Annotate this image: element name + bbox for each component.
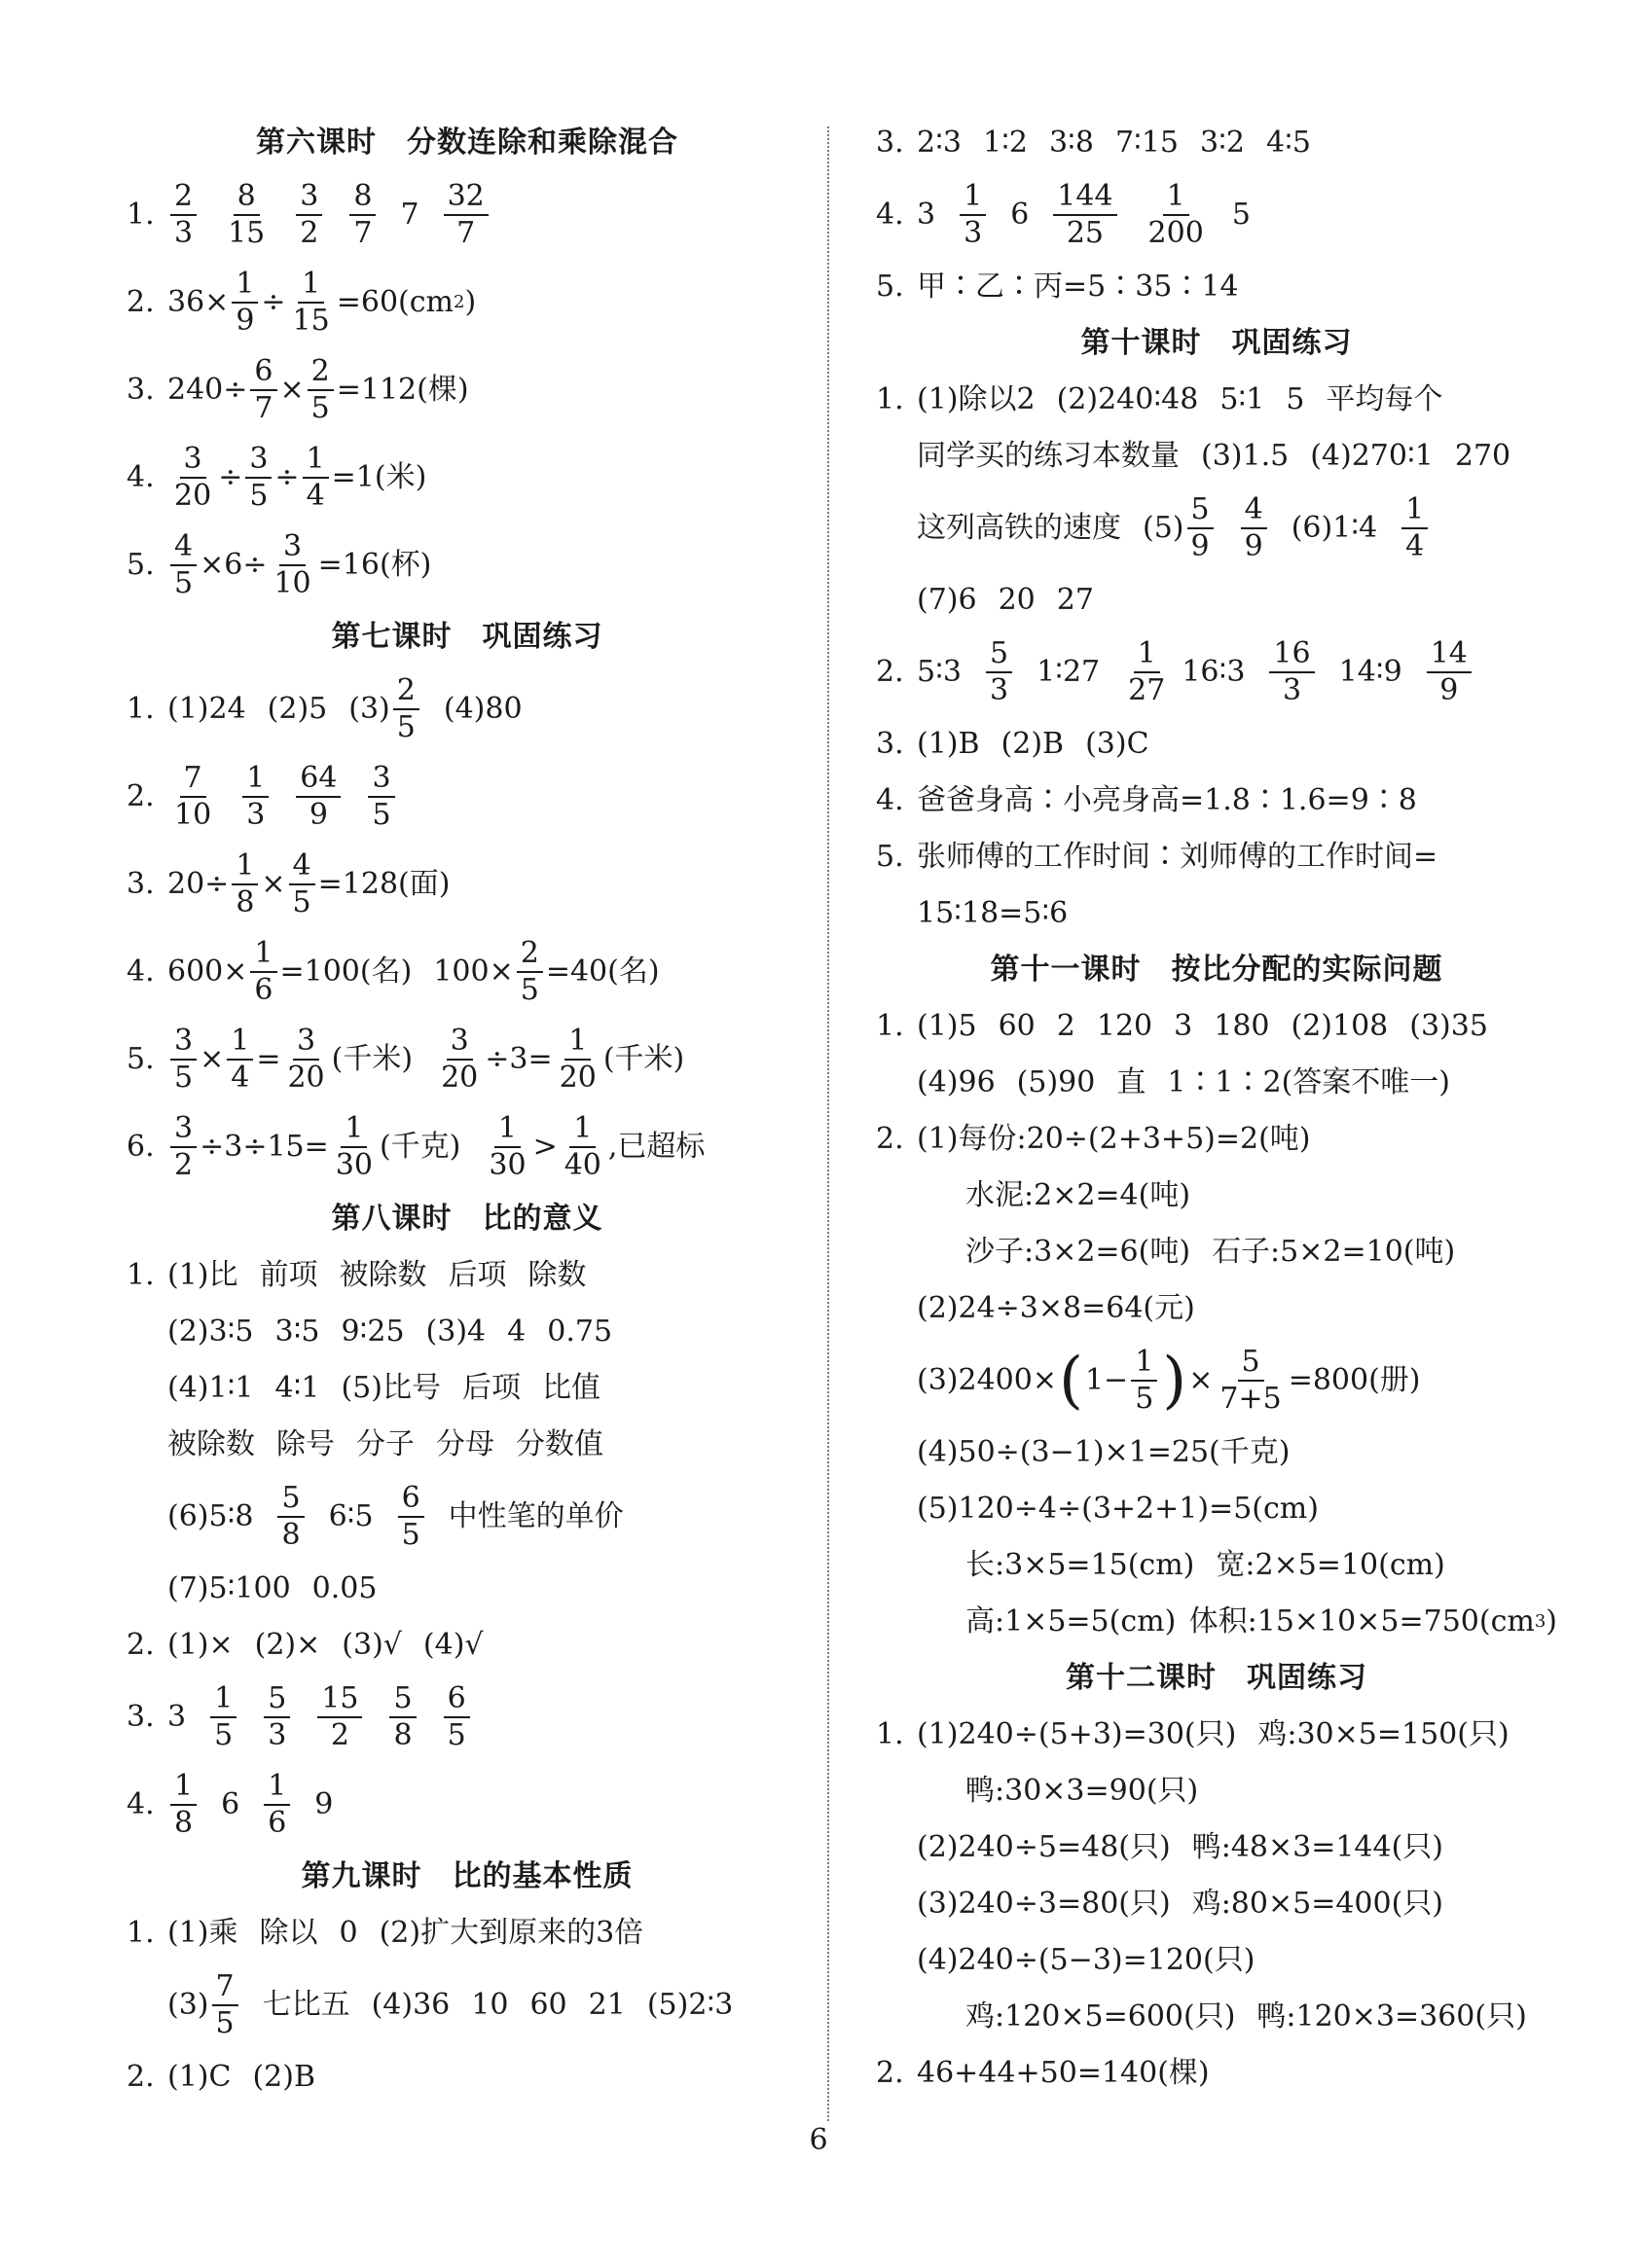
- answer-line: 4. 爸爸身高∶小亮身高=1.8∶1.6=9∶8: [876, 783, 1417, 817]
- answer-line: 2. 36× $\frac{1}{9}$ ÷ $\frac{1}{15}$ =60(cm 2 ): [127, 267, 477, 338]
- answer-line: (4)50÷(3−1)×1=25(千克): [917, 1435, 1291, 1469]
- answer-line: 5. $\frac{3}{5}$ × $\frac{1}{4}$ = $\frac{3}{20}$ (千米) $\frac{3}{20}$ ÷3= $\frac{1}{20}$ (千米): [127, 1024, 685, 1095]
- answer-line: 5. $\frac{4}{5}$ ×6÷ $\frac{3}{10}$ =16(杯): [127, 529, 432, 600]
- answer-line: (7)6 20 27: [917, 583, 1094, 617]
- answer-line: (4)240÷(5−3)=120(只): [917, 1943, 1255, 1977]
- answer-line: 1. (1)240÷(5+3)=30(只) 鸡:30×5=150(只): [876, 1717, 1510, 1751]
- page-number: 6: [809, 2123, 828, 2157]
- answer-line: (3) $\frac{7}{5}$ 七比五 (4)36 10 60 21 (5)2∶3: [167, 1969, 734, 2040]
- answer-line: 2. 46+44+50=140(棵): [876, 2056, 1210, 2090]
- section-title-6: 第六课时 分数连除和乘除混合: [256, 126, 678, 160]
- fraction: $\frac{32}{7}$: [444, 179, 489, 251]
- answer-line: 4. 3 $\frac{1}{3}$ 6 $\frac{144}{25}$ $\frac{1}{200}$ 5: [876, 179, 1251, 250]
- left-column: [127, 115, 808, 2106]
- answer-line: 5. 甲∶乙∶丙=5∶35∶14: [876, 270, 1239, 304]
- fraction: $\frac{8}{7}$: [349, 179, 376, 251]
- answer-line: 1. (1)5 60 2 120 3 180 (2)108 (3)35: [876, 1009, 1488, 1043]
- answer-line: 3. 3 $\frac{1}{5}$ $\frac{5}{3}$ $\frac{15}{2}$ $\frac{5}{8}$ $\frac{6}{5}$: [127, 1674, 808, 1761]
- answer-line: 1. (1)乘 除以 0 (2)扩大到原来的3倍: [127, 1916, 644, 1950]
- answer-line: 被除数 除号 分子 分母 分数值: [167, 1427, 603, 1461]
- answer-line: 同学买的练习本数量 (3)1.5 (4)270∶1 270: [917, 439, 1511, 473]
- answer-line: (4)1∶1 4∶1 (5)比号 后项 比值: [167, 1371, 600, 1405]
- answer-line: 1. (1)除以2 (2)240∶48 5∶1 5 平均每个: [876, 382, 1443, 416]
- section-title-7: 第七课时 巩固练习: [331, 620, 603, 654]
- answer-line: 4. 600× $\frac{1}{6}$ =100(名) 100× $\frac{2}{5}$ =40(名): [127, 936, 660, 1007]
- answer-line: (2)240÷5=48(只) 鸭:48×3=144(只): [917, 1830, 1444, 1864]
- column-divider: [827, 126, 829, 2121]
- answer-line: (7)5∶100 0.05: [167, 1571, 378, 1605]
- fraction: $\frac{8}{15}$: [228, 179, 266, 250]
- section-title-10: 第十课时 巩固练习: [1080, 326, 1353, 360]
- answer-line: 2. $\frac{7}{10}$ $\frac{1}{3}$ $\frac{64}{9}$ $\frac{3}{5}$: [127, 753, 808, 841]
- section-title-12: 第十二课时 巩固练习: [1066, 1661, 1367, 1695]
- answer-line: 这列高铁的速度 (5) $\frac{5}{9}$ $\frac{4}{9}$ (6)1∶4 $\frac{1}{4}$: [876, 485, 1557, 572]
- section-title-8: 第八课时 比的意义: [331, 1202, 603, 1236]
- right-column: [876, 115, 1557, 2102]
- answer-line: 2. (1)× (2)× (3)√ (4)√: [127, 1628, 484, 1662]
- answer-line: (2)24÷3×8=64(元): [917, 1291, 1195, 1325]
- answer-line: 1. $\frac{2}{3}$ $\frac{8}{15}$ $\frac{3}{2}$ $\frac{8}{7}$ 7 $\frac{32}{7}$: [127, 171, 808, 259]
- fraction: $\frac{2}{3}$: [170, 179, 197, 251]
- answer-line: 沙子:3×2=6(吨) 石子:5×2=10(吨): [965, 1235, 1456, 1269]
- answer-line: (6)5∶8 $\frac{5}{8}$ 6∶5 $\frac{6}{5}$ 中性笔的单价: [167, 1481, 624, 1552]
- answer-line: 2. (1)每份:20÷(2+3+5)=2(吨): [876, 1122, 1311, 1156]
- answer-line: (5)120÷4÷(3+2+1)=5(cm): [917, 1492, 1319, 1526]
- answer-line: 6. $\frac{3}{2}$ ÷3÷15= $\frac{1}{30}$ (千克) $\frac{1}{30}$ > $\frac{1}{40}$ ,已超标: [127, 1111, 706, 1182]
- answer-line: (2)3∶5 3∶5 9∶25 (3)4 4 0.75: [167, 1314, 613, 1349]
- answer-line: 高:1×5=5(cm) 体积:15×10×5=750(cm 3 ): [965, 1604, 1557, 1638]
- section-title-9: 第九课时 比的基本性质: [301, 1859, 634, 1893]
- answer-line: 3. 240÷ $\frac{6}{7}$ × $\frac{2}{5}$ =112(棵): [127, 354, 469, 425]
- answer-line: 5. 张师傅的工作时间∶刘师傅的工作时间=: [876, 840, 1438, 874]
- answer-line: 长:3×5=15(cm) 宽:2×5=10(cm): [965, 1548, 1445, 1582]
- answer-line: 鸭:30×3=90(只): [965, 1774, 1199, 1808]
- answer-line: 2. 5∶3 $\frac{5}{3}$ 1∶27 $\frac{1}{27}$ 16∶3 $\frac{16}{3}$ 14∶9 $\frac{14}{9}$: [876, 629, 1557, 716]
- section-title-11: 第十一课时 按比分配的实际问题: [990, 953, 1443, 987]
- answer-line: 3. 20÷ $\frac{1}{8}$ × $\frac{4}{5}$ =128(面): [127, 848, 451, 919]
- answer-line: 2. (1)C (2)B: [127, 2060, 315, 2094]
- answer-line: 4. $\frac{3}{20}$ ÷ $\frac{3}{5}$ ÷ $\frac{1}{4}$ =1(米): [127, 442, 427, 513]
- answer-line: (4)96 (5)90 直 1∶1∶2(答案不唯一): [917, 1065, 1451, 1099]
- answer-line: 水泥:2×2=4(吨): [965, 1178, 1191, 1212]
- answer-line: (3)240÷3=80(只) 鸡:80×5=400(只): [917, 1887, 1444, 1921]
- answer-line: 4. $\frac{1}{8}$ 6 $\frac{1}{6}$ 9: [127, 1769, 334, 1840]
- fraction: $\frac{3}{2}$: [296, 179, 322, 251]
- answer-line: 鸡:120×5=600(只) 鸭:120×3=360(只): [965, 1999, 1527, 2034]
- answer-line: 1. (1)24 (2)5 (3) $\frac{2}{5}$ (4)80: [127, 673, 523, 744]
- answer-line: 3. 2∶3 1∶2 3∶8 7∶15 3∶2 4∶5: [876, 126, 1311, 160]
- answer-line: 3. (1)B (2)B (3)C: [876, 727, 1149, 761]
- answer-line: 15∶18=5∶6: [917, 896, 1069, 930]
- answer-line: 1. (1)比 前项 被除数 后项 除数: [127, 1258, 587, 1292]
- answer-line: (3)2400× ( 1− $\frac{1}{5}$ ) × $\frac{5}{7+5}$ =800(册): [917, 1345, 1421, 1417]
